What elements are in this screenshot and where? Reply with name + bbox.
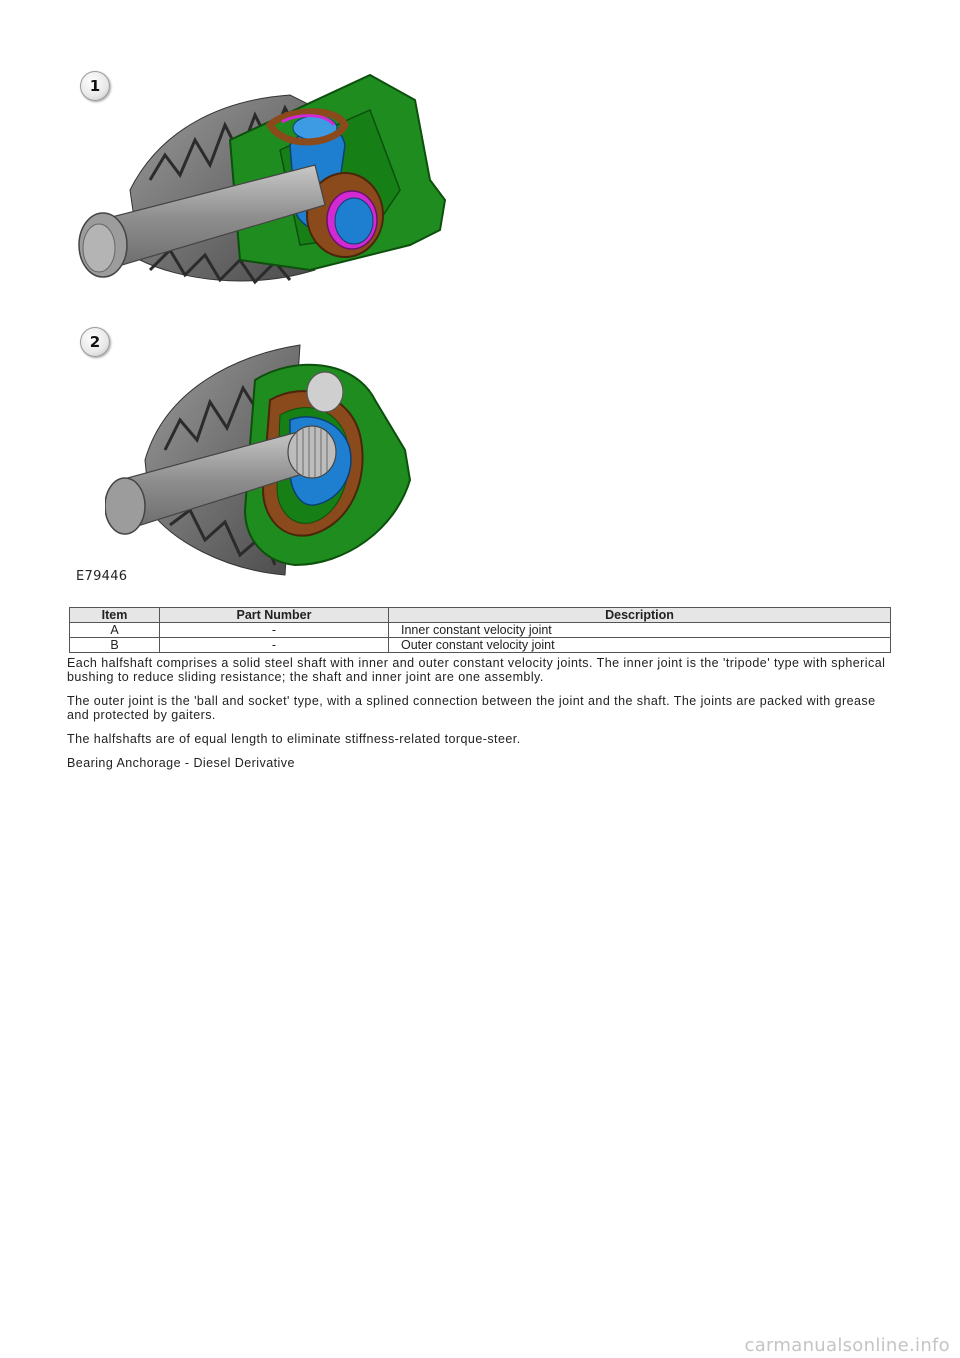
outer-joint-illustration: [105, 340, 425, 580]
cell-part-number: -: [160, 623, 389, 638]
spline: [288, 426, 336, 478]
table-row: [70, 638, 891, 653]
callout-2: 2: [80, 327, 110, 357]
cell-description: Inner constant velocity joint: [389, 623, 891, 638]
paragraph: Each halfshaft comprises a solid steel shaft with inner and outer constant velocity joints. The inner joint is the 'tripode' type with spherical bushing to reduce sliding resistance; the shaft and inner joint are one assembly.: [67, 656, 886, 684]
illustration-figure: [0, 0, 960, 600]
table-row: [70, 623, 891, 638]
cell-item: A: [70, 623, 160, 638]
header-description: Description: [389, 608, 891, 623]
watermark: carmanualsonline.info: [744, 1335, 950, 1356]
cell-description: Outer constant velocity joint: [389, 638, 891, 653]
paragraph: The outer joint is the 'ball and socket' type, with a splined connection between the joint and the shaft. The joints are packed with grease and protected by gaiters.: [67, 694, 876, 722]
figure-code: E79446: [76, 569, 128, 584]
callout-1: 1: [80, 71, 110, 101]
parts-table: [69, 607, 891, 653]
cell-item: B: [70, 638, 160, 653]
table-header-row: [70, 608, 891, 623]
header-item: Item: [70, 608, 160, 623]
section-heading: Bearing Anchorage - Diesel Derivative: [67, 756, 295, 770]
ball: [307, 372, 343, 412]
paragraph: The halfshafts are of equal length to eliminate stiffness-related torque-steer.: [67, 732, 521, 746]
header-part-number: Part Number: [160, 608, 389, 623]
inner-joint-illustration: [70, 70, 470, 300]
body-text: [67, 656, 893, 780]
cell-part-number: -: [160, 638, 389, 653]
